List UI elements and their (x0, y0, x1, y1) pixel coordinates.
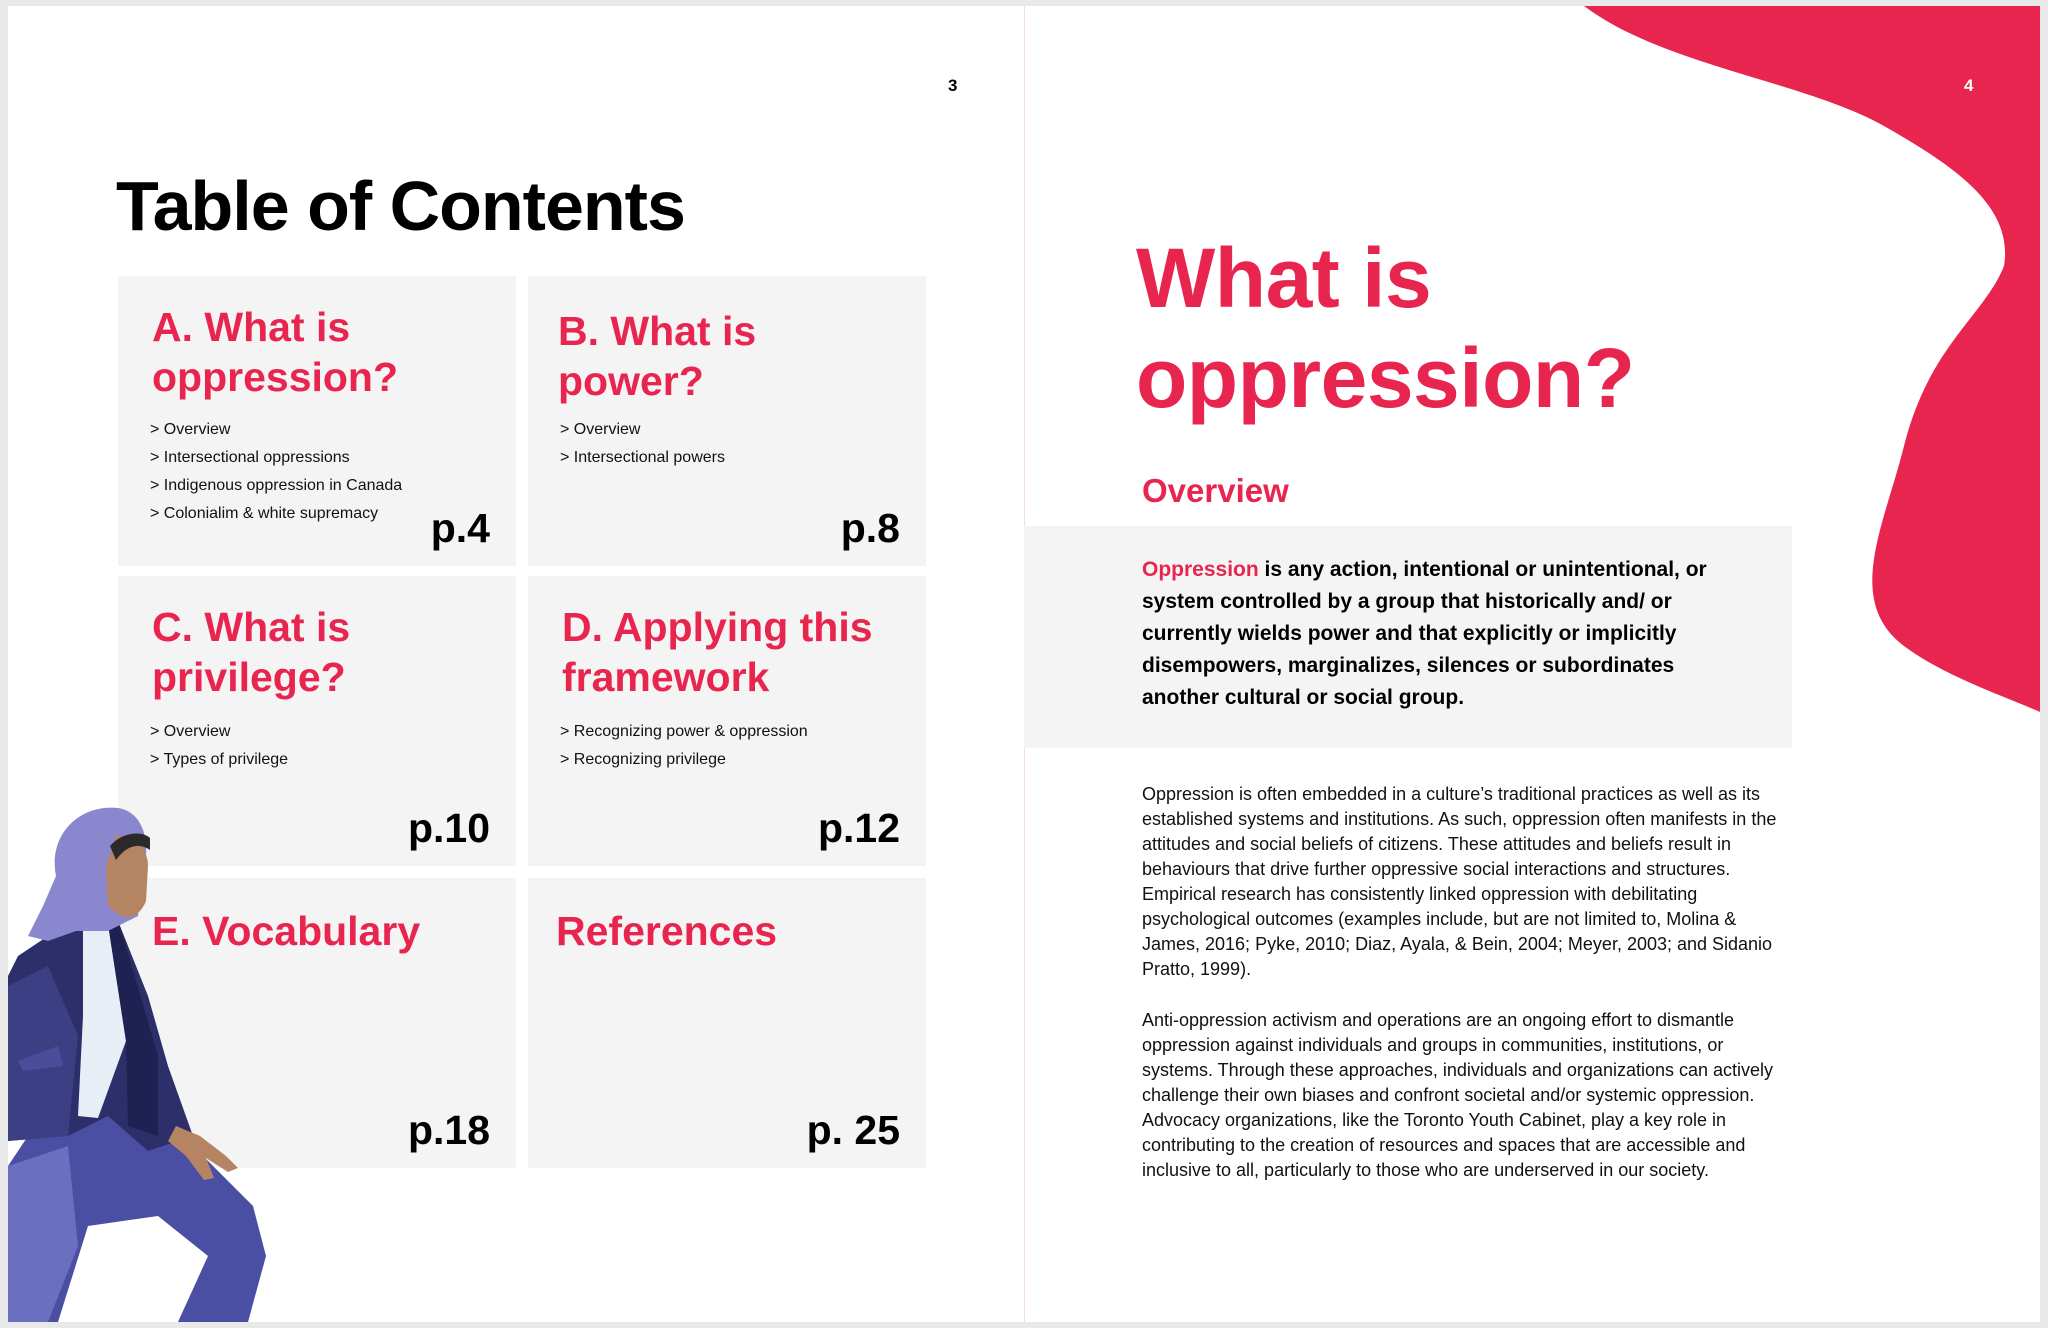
toc-page-ref: p.12 (817, 805, 900, 851)
toc-item: > Intersectional oppressions (150, 449, 350, 466)
document-spread (8, 6, 2040, 1322)
woman-illustration (8, 806, 268, 1322)
toc-card-items (560, 416, 725, 472)
toc-card-references[interactable] (528, 878, 926, 1168)
toc-page-ref: p.8 (840, 505, 900, 551)
definition-box (1024, 526, 1792, 748)
left-page (8, 6, 1024, 1322)
toc-item: > Types of privilege (150, 751, 289, 768)
overview-heading: Overview (1142, 472, 1289, 509)
definition-body: is any action, intentional or unintentional, or system controlled by a group that historically and/ or currently wields power and that explicitly or implicitly disempowers, marginalizes, silences or subordinates another cultural or social group. (1142, 558, 1707, 709)
toc-card-heading: A. What is oppression? (152, 304, 399, 400)
toc-page-ref: p.4 (430, 505, 490, 551)
page-number-right: 4 (1964, 76, 1974, 95)
toc-item: > Intersectional powers (560, 449, 725, 466)
toc-card-items (150, 718, 288, 774)
toc-title: Table of Contents (116, 167, 685, 245)
toc-card-items (560, 718, 808, 774)
toc-card-items (150, 416, 402, 528)
toc-card-heading: D. Applying this framework (562, 604, 873, 700)
toc-item: > Indigenous oppression in Canada (150, 477, 403, 494)
toc-item: > Recognizing privilege (560, 751, 726, 768)
definition-term: Oppression (1142, 558, 1259, 581)
toc-card-heading: B. What is power? (558, 308, 757, 404)
toc-card-d[interactable] (528, 576, 926, 866)
page-number-left: 3 (948, 76, 958, 95)
body-paragraph-2: Anti-oppression activism and operations are an ongoing effort to dismantle oppression against individuals and groups in communities, institutions, or systems. Through these approaches, individuals and organizations can actively challenge their own biases and confront societal and/or systemic oppression. Advocacy organizations, like the Toronto Youth Cabinet, play a key role in contributing to the creation of resources and spaces that are accessible and inclusive to all, particularly to those who are underserved in our society. (1142, 1010, 1774, 1180)
toc-item: > Recognizing power & oppression (560, 723, 808, 740)
definition-text (1142, 554, 1752, 714)
toc-card-heading: References (556, 908, 778, 954)
toc-card-b[interactable] (528, 276, 926, 566)
toc-item: > Overview (150, 723, 231, 740)
toc-page-ref: p.10 (407, 805, 490, 851)
toc-page-ref: p.18 (407, 1107, 490, 1153)
right-page (1024, 6, 2040, 1322)
toc-card-heading: E. Vocabulary (152, 908, 421, 954)
toc-card-a[interactable] (118, 276, 516, 566)
body-paragraph-1: Oppression is often embedded in a culture’s traditional practices as well as its established systems and institutions. As such, oppression often manifests in the attitudes and social beliefs of citizens. These attitudes and beliefs result in behaviours that drive further oppressive social interactions and structures. Empirical research has consistently linked oppression with debilitating psychological outcomes (examples include, but are not limited to, Molina & James, 2016; Pyke, 2010; Diaz, Ayala, & Bein, 2004; Meyer, 2003; and Sidanio Pratto, 1999). (1142, 784, 1777, 979)
toc-page-ref: p. 25 (806, 1107, 900, 1153)
toc-item: > Overview (150, 421, 231, 438)
section-title: What is oppression? (1136, 231, 1635, 425)
toc-item: > Overview (560, 421, 641, 438)
toc-card-heading: C. What is privilege? (152, 604, 351, 700)
toc-item: > Colonialim & white supremacy (150, 505, 379, 522)
